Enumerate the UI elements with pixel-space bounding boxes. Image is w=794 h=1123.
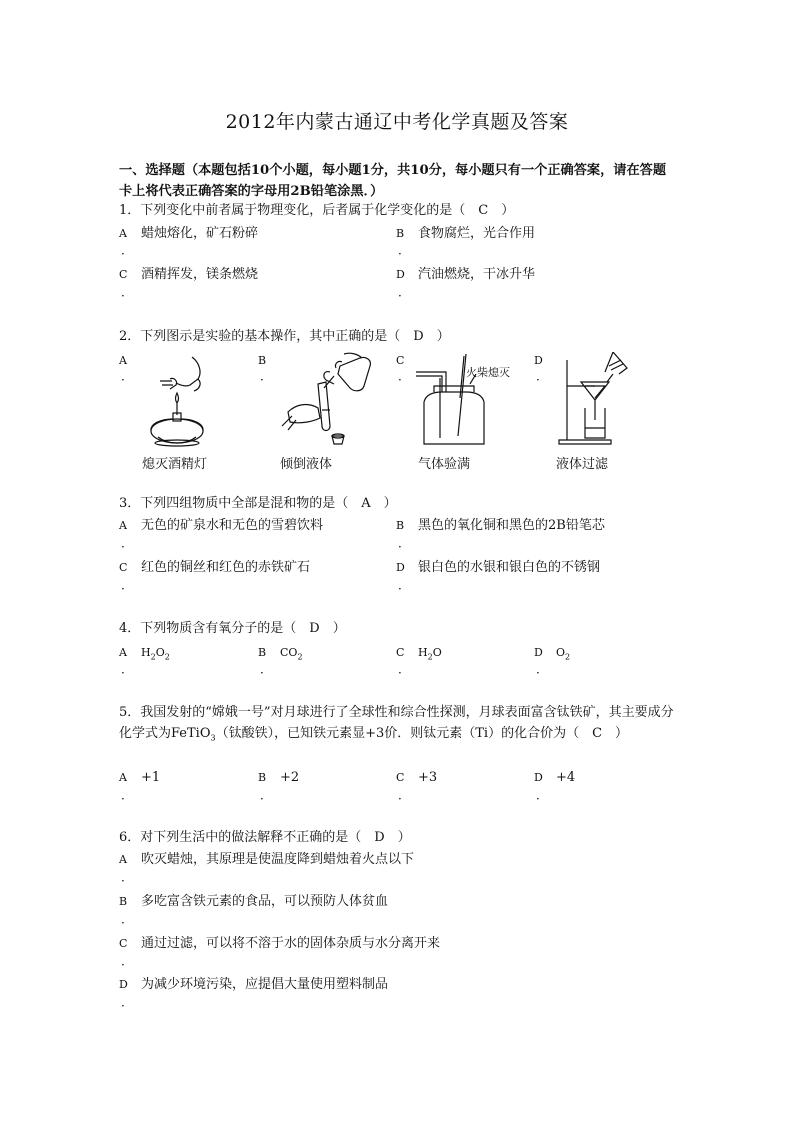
- page-title: 2012年内蒙古通辽中考化学真题及答案: [225, 111, 569, 133]
- dot: ·: [121, 874, 125, 888]
- dot: ·: [121, 373, 125, 387]
- q6-option-a[interactable]: A 吹灭蜡烛，其原理是使温度降到蜡烛着火点以下: [119, 852, 415, 867]
- q2-caption-d: 液体过滤: [556, 457, 609, 472]
- q2-option-a[interactable]: A: [119, 354, 127, 367]
- q6-option-b[interactable]: B 多吃富含铁元素的食品，可以预防人体贫血: [119, 894, 389, 909]
- dot: ·: [398, 373, 402, 387]
- q5-option-d[interactable]: D +4: [534, 770, 576, 785]
- figure-pouring-liquid: [278, 352, 378, 447]
- question-2-stem: 2．下列图示是实验的基本操作，其中正确的是（ D ）: [119, 329, 450, 344]
- q2-caption-a: 熄灭酒精灯: [142, 457, 208, 472]
- q5-option-c[interactable]: C +3: [396, 770, 438, 785]
- dot: ·: [121, 540, 125, 554]
- q6-option-d[interactable]: D 为减少环境污染，应提倡大量使用塑料制品: [119, 977, 389, 992]
- dot: ·: [121, 247, 125, 261]
- q6-option-c[interactable]: C 通过过滤，可以将不溶于水的固体杂质与水分离开来: [119, 936, 441, 951]
- question-4-stem: 4．下列物质含有氧分子的是（ D ）: [119, 621, 346, 636]
- q2-caption-c: 气体验满: [418, 457, 471, 472]
- q1-option-b[interactable]: B 食物腐烂，光合作用: [396, 226, 536, 241]
- dot: ·: [260, 666, 264, 680]
- question-6-stem: 6．对下列生活中的做法解释不正确的是（ D ）: [119, 830, 411, 845]
- q2-caption-b: 倾倒液体: [280, 457, 333, 472]
- dot: ·: [398, 247, 402, 261]
- question-5-stem: 5．我国发射的“嫦娥一号”对月球进行了全球性和综合性探测，月球表面富含钛铁矿，其主要成分化学式为FeTiO$_3$（钛酸铁），已知铁元素显+3价．则钛元素（Ti）的化合价为（ C ）: [119, 705, 674, 743]
- figure-filtration: [555, 352, 635, 447]
- q2-option-b[interactable]: B: [258, 354, 267, 367]
- q1-option-a[interactable]: A 蜡烛熔化，矿石粉碎: [119, 226, 259, 241]
- q4-option-a[interactable]: A $H_2O_2$: [119, 646, 170, 662]
- dot: ·: [398, 666, 402, 680]
- q5-option-a[interactable]: A +1: [119, 770, 161, 785]
- dot: ·: [260, 373, 264, 387]
- dot: ·: [536, 666, 540, 680]
- q2-option-d[interactable]: D: [534, 354, 543, 367]
- q3-option-d[interactable]: D 银白色的水银和银白色的不锈钢: [396, 560, 601, 575]
- dot: ·: [121, 582, 125, 596]
- q3-option-b[interactable]: B 黑色的氧化铜和黑色的2B铅笔芯: [396, 518, 605, 533]
- dot: ·: [536, 373, 540, 387]
- dot: ·: [121, 792, 125, 806]
- dot: ·: [398, 792, 402, 806]
- dot: ·: [398, 582, 402, 596]
- figure-label-match: 火柴熄灭: [466, 366, 510, 379]
- dot: ·: [260, 792, 264, 806]
- q1-option-d[interactable]: D 汽油燃烧，干冰升华: [396, 267, 536, 282]
- q2-option-c[interactable]: C: [396, 354, 405, 367]
- dot: ·: [121, 666, 125, 680]
- dot: ·: [121, 958, 125, 972]
- dot: ·: [121, 289, 125, 303]
- q3-option-c[interactable]: C 红色的铜丝和红色的赤铁矿石: [119, 560, 311, 575]
- q4-option-c[interactable]: C $H_2O$: [396, 646, 442, 662]
- q4-option-b[interactable]: B $CO_2$: [258, 646, 303, 662]
- q1-option-c[interactable]: C 酒精挥发，镁条燃烧: [119, 267, 259, 282]
- dot: ·: [536, 792, 540, 806]
- dot: ·: [121, 916, 125, 930]
- q3-option-a[interactable]: A 无色的矿泉水和无色的雪碧饮料: [119, 518, 324, 533]
- section-heading: 一、选择题（本题包括10个小题，每小题1分，共10分，每小题只有一个正确答案，请在答题卡上将代表正确答案的字母用2B铅笔涂黑．）: [119, 163, 667, 199]
- figure-alcohol-lamp: [140, 355, 220, 447]
- q4-option-d[interactable]: D $O_2$: [534, 646, 571, 662]
- dot: ·: [398, 289, 402, 303]
- figure-gas-bottle: [412, 352, 522, 447]
- question-3-stem: 3．下列四组物质中全部是混和物的是（ A ）: [119, 496, 397, 511]
- dot: ·: [398, 540, 402, 554]
- question-1-stem: 1．下列变化中前者属于物理变化，后者属于化学变化的是（ C ）: [119, 203, 515, 218]
- dot: ·: [121, 999, 125, 1013]
- q5-option-b[interactable]: B +2: [258, 770, 300, 785]
